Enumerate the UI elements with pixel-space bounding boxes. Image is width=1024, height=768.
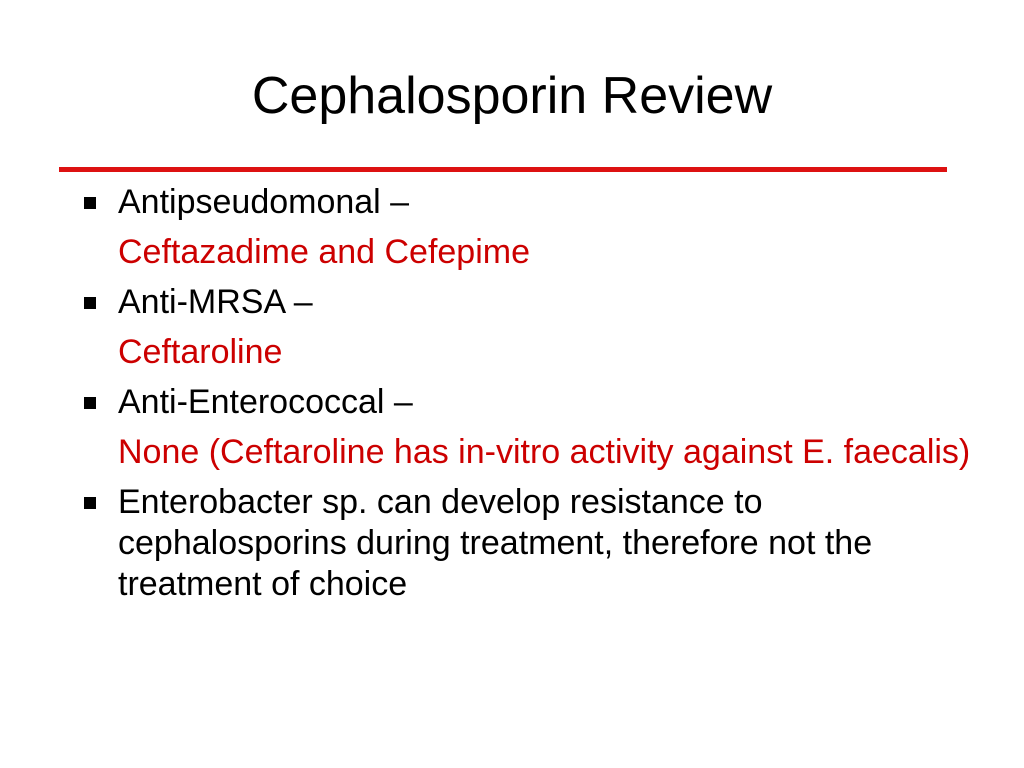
- bullet-text: Anti-Enterococcal –: [118, 383, 413, 421]
- bullet-list: [80, 182, 980, 605]
- sub-item-anti-enterococcal-drugs: None (Ceftaroline has in-vitro activity against E. faecalis): [118, 433, 971, 471]
- bullet-text: Enterobacter sp. can develop resistance to cephalosporins during treatment, therefore not the treatment of choice: [118, 483, 873, 603]
- sub-item-antipseudomonal-drugs: Ceftazadime and Cefepime: [118, 233, 531, 271]
- bullet-item-anti-mrsa: [80, 282, 980, 323]
- square-bullet-icon: [84, 397, 96, 409]
- slide-title: Cephalosporin Review: [251, 67, 773, 125]
- sub-item-anti-mrsa-drugs: Ceftaroline: [118, 333, 283, 371]
- bullet-item-antipseudomonal: [80, 182, 980, 223]
- title-divider: [59, 167, 947, 172]
- bullet-item-anti-enterococcal: [80, 382, 980, 423]
- bullet-item-enterobacter: [80, 482, 980, 605]
- square-bullet-icon: [84, 497, 96, 509]
- bullet-text: Anti-MRSA –: [118, 283, 313, 321]
- square-bullet-icon: [84, 297, 96, 309]
- bullet-text: Antipseudomonal –: [118, 183, 410, 221]
- square-bullet-icon: [84, 197, 96, 209]
